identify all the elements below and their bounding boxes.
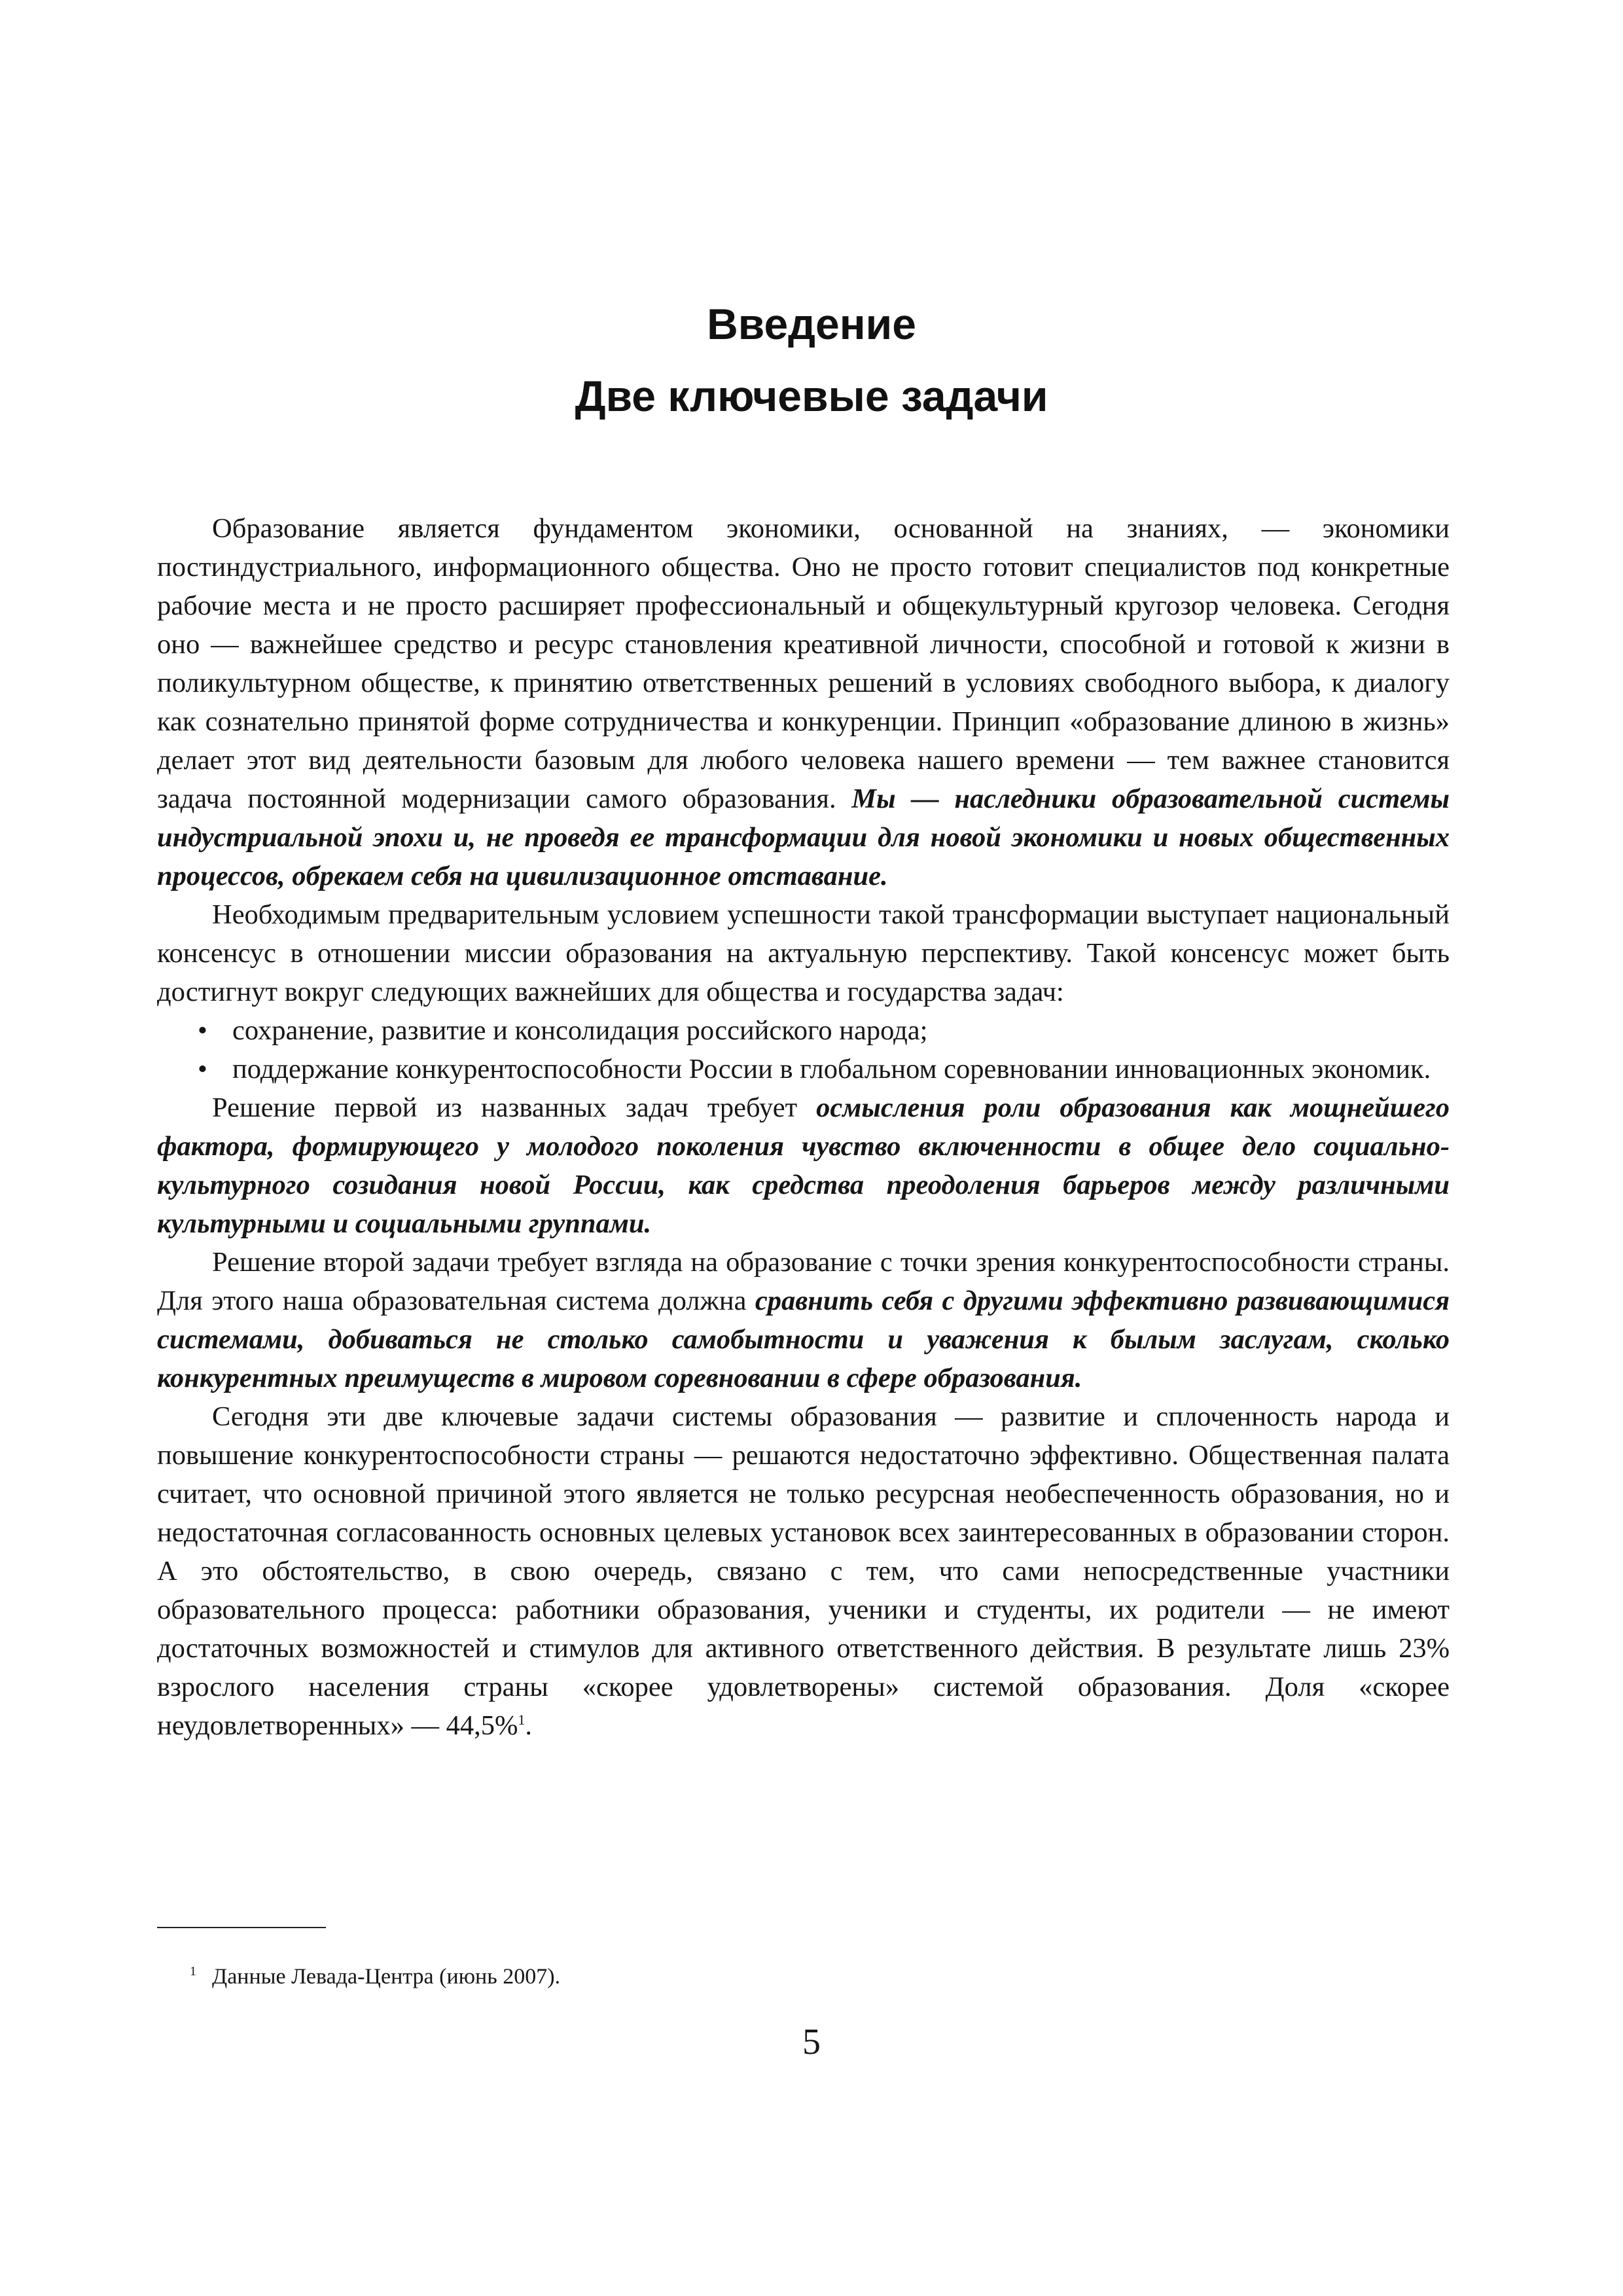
paragraph-text: Образование является фундаментом экономики, основанной на знаниях, — экономики постиндустриального, информационного общества. Оно не просто готовит специалистов под конкретные рабочие места и не просто расширяет профессиональный и общекультурный кругозор человека. Сегодня оно — важнейшее средство и ресурс становления креативной личности, способной и готовой к жизни в поликультурном обществе, к принятию ответственных решений в условиях свободного выбора, к диалогу как сознательно принятой форме сотрудничества и конкуренции. Принцип «образование длиною в жизнь» делает этот вид деятельности базовым для любого человека нашего времени — тем важнее становится задача постоянной модернизации самого образования. <box>157 513 1450 814</box>
paragraph-text: Решение второй задачи требует взгляда на образование с точки зрения конкурентоспособности страны. Для этого наша образовательная система должна <box>157 1247 1450 1316</box>
paragraph-text: Сегодня эти две ключевые задачи системы образования — развитие и сплоченность народа и повышение конкурентоспособности страны — решаются недостаточно эффективно. Общественная палата считает, что основной причиной этого является не только ресурсная необеспеченность образования, но и недостаточная согласованность основных целевых установок всех заинтересованных в образовании сторон. А это обстоятельство, в свою очередь, связано с тем, что сами непосредственные участники образовательного процесса: работники образования, ученики и студенты, их родители — не имеют достаточных возможностей и стимулов для активного ответственного действия. В результате лишь 23% взрослого населения страны «скорее удовлетворены» системой образования. Доля «скорее неудовлетворенных» — 44,5% <box>157 1401 1450 1741</box>
footnote-marker: 1 <box>190 1964 196 1979</box>
paragraph: Необходимым предварительным условием успешности такой трансформации выступает национальный консенсус в отношении миссии образования на актуальную перспективу. Такой консенсус может быть достигнут вокруг следующих важнейших для общества и государства задач: <box>157 899 1450 1007</box>
paragraph-text: Решение первой из названных задач требует <box>212 1092 798 1123</box>
paragraph <box>157 1397 1450 1745</box>
emphasis-text: осмысления роли образования как мощнейшего фактора, формирующего у молодого поколения чувство включенности в общее дело социально-культурного созидания новой России, как средства преодоления барьеров между различными культурными и социальными группами. <box>157 1092 1450 1239</box>
footnote-reference[interactable]: 1 <box>518 1711 526 1728</box>
list-item <box>157 1050 1450 1088</box>
list-item-text: поддержание конкурентоспособности России в глобальном соревновании инновационных экономик. <box>232 1054 1431 1085</box>
paragraph-end: . <box>525 1710 532 1741</box>
paragraph <box>157 509 1450 895</box>
list-item-text: сохранение, развитие и консолидация российского народа; <box>232 1015 928 1046</box>
body-text <box>157 509 1450 1745</box>
emphasis-text: Мы — наследники образовательной системы индустриальной эпохи и, не проведя ее трансформации для новой экономики и новых общественных процессов, обрекаем себя на цивилизационное отставание. <box>157 783 1450 891</box>
chapter-heading <box>0 288 1623 432</box>
heading-subtitle: Две ключевые задачи <box>575 372 1048 420</box>
heading-title: Введение <box>707 300 916 348</box>
bullet-list <box>157 1011 1450 1088</box>
bullet-icon: • <box>198 1015 207 1046</box>
footnote <box>190 1957 560 1991</box>
paragraph <box>157 1243 1450 1397</box>
footnote-divider <box>157 1927 326 1928</box>
emphasis-text: сравнить себя с другими эффективно развивающимися системами, добиваться не столько самобытности и уважения к былым заслугам, сколько конкурентных преимуществ в мировом соревновании в сфере образования. <box>157 1285 1450 1393</box>
paragraph <box>157 1088 1450 1243</box>
bullet-icon: • <box>198 1054 207 1085</box>
page-number: 5 <box>802 2022 821 2062</box>
footnote-text: Данные Левада-Центра (июнь 2007). <box>212 1964 561 1989</box>
list-item <box>157 1011 1450 1050</box>
